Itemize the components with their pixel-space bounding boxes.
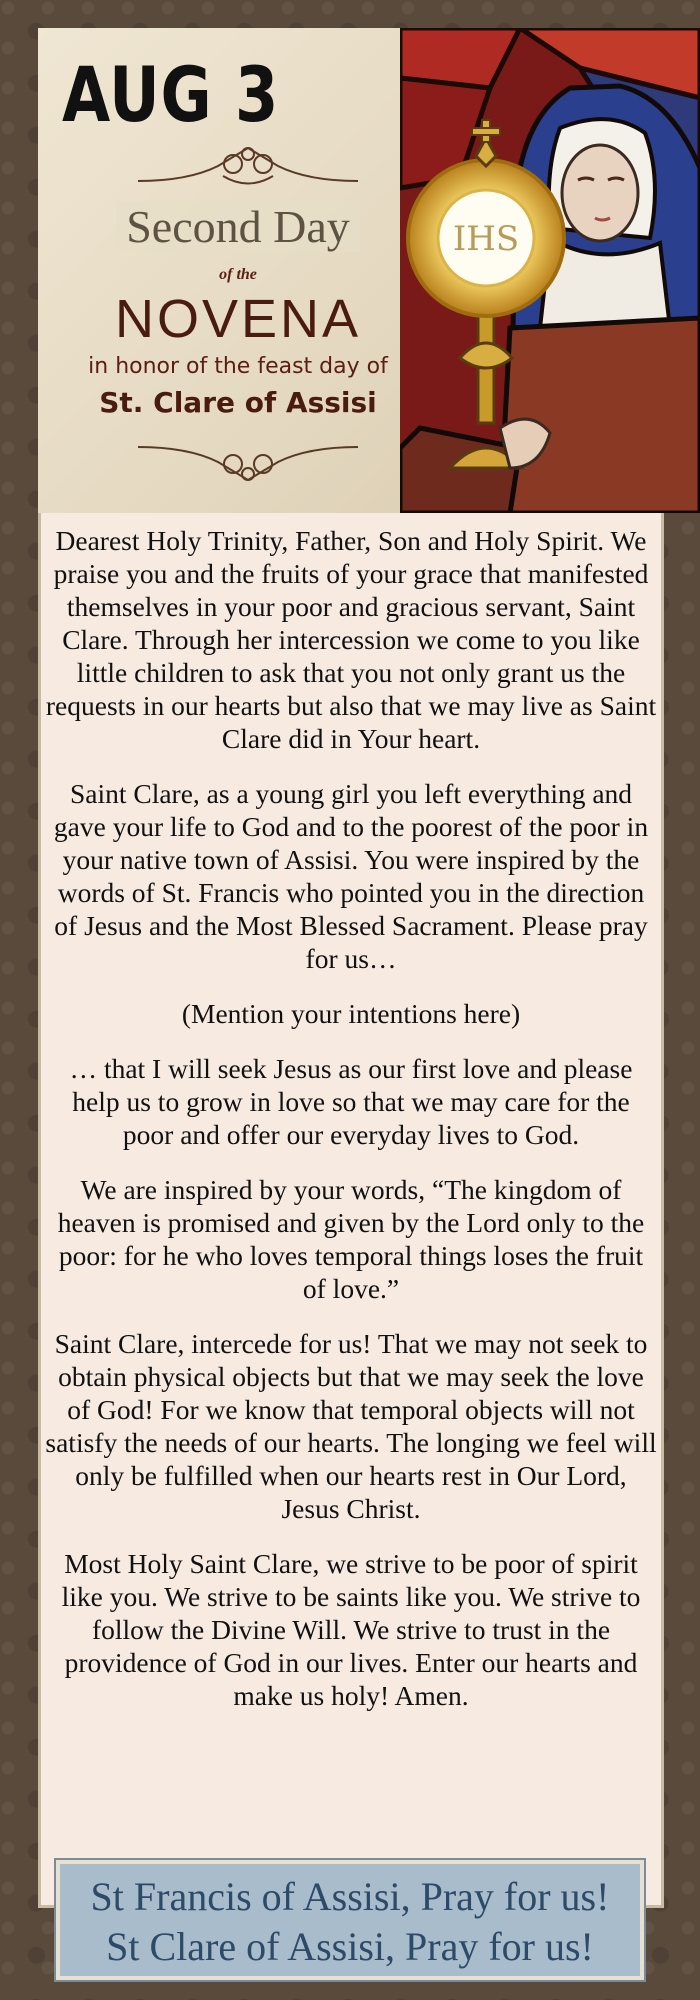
novena-title: NOVENA <box>114 289 362 349</box>
date-title: AUG 3 <box>62 50 280 139</box>
prayer-paragraph: … that I will seek Jesus as our first love and please help us to grow in love so that we may care for the poor and offer our everyday lives to God. <box>69 1053 633 1150</box>
second-day-text: Second Day <box>116 201 360 252</box>
prayer-paragraph: Most Holy Saint Clare, we strive to be poor of spirit like you. We strive to be saints like you. We strive to follow the Divine Will. We strive to trust in the providence of God in our lives. Enter our hearts and make us holy! Amen. <box>61 1548 641 1711</box>
saint-name: St. Clare of Assisi <box>99 386 377 419</box>
flourish-ornament-top <box>128 136 368 196</box>
pray-for-us-banner <box>56 1860 644 1980</box>
monstrance-ihs-text: IHS <box>452 219 520 259</box>
second-day-title <box>38 200 438 253</box>
honor-line: in honor of the feast day of <box>88 354 388 379</box>
prayer-paragraph: We are inspired by your words, “The kingdom of heaven is promised and given by the Lord only to the poor: for he who loves temporal things loses the fruit of love.” <box>57 1174 645 1304</box>
prayer-paragraph: Saint Clare, as a young girl you left everything and gave your life to God and to the poorest of the poor in your native town of Assisi. You were inspired by the words of St. Francis who pointed you in the direction of Jesus and the Most Blessed Sacrament. Please pray for us… <box>53 778 649 974</box>
prayer-paragraph: Saint Clare, intercede for us! That we may not seek to obtain physical objects but that we may seek the love of God! For we know that temporal objects will not satisfy the needs of our hearts. The longing we feel will only be fulfilled when our hearts rest in Our Lord, Jesus Christ. <box>45 1328 657 1524</box>
stained-glass-saint-clare-image <box>400 28 700 513</box>
prayer-paragraph: Dearest Holy Trinity, Father, Son and Holy Spirit. We praise you and the fruits of your grace that manifested themselves in your poor and gracious servant, Saint Clare. Through her intercession we come to you like little children to ask that you not only grant us the requests in our hearts but also that we may live as Saint Clare did in Your heart. <box>45 525 657 754</box>
banner-line-francis: St Francis of Assisi, Pray for us! <box>90 1874 610 1919</box>
novena-header <box>38 28 700 513</box>
prayer-paragraph: (Mention your intentions here) <box>181 998 521 1029</box>
of-the-text: of the <box>219 266 257 283</box>
banner-line-clare: St Clare of Assisi, Pray for us! <box>106 1924 594 1969</box>
flourish-ornament-bottom <box>128 432 368 492</box>
prayer-body <box>44 524 658 1734</box>
